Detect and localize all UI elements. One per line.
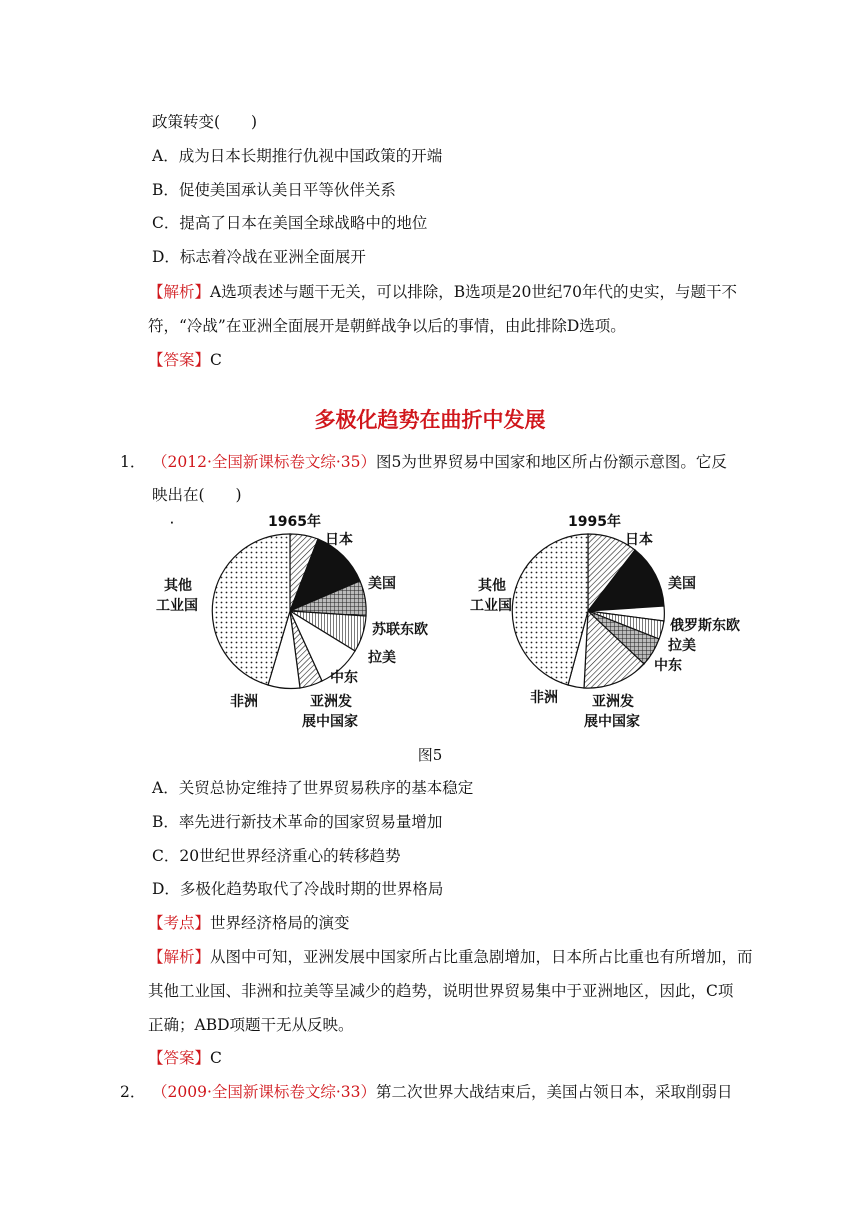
figure-caption: 图5 [417, 746, 443, 764]
q2-source: （2009·全国新课标卷文综·33） [152, 1083, 377, 1101]
option-a: A．成为日本长期推行仇视中国政策的开端 [152, 147, 443, 165]
kaodian-tag: 【考点】 [148, 914, 211, 932]
pie-1965-label-africa: 非洲 [230, 694, 258, 710]
q1-option-c: C．20世纪世界经济重心的转移趋势 [152, 847, 401, 865]
pie-1965-label-asia-1: 亚洲发 [310, 694, 352, 710]
q1-answer-tag: 【答案】 [148, 1049, 211, 1067]
q1-option-d: D．多极化趋势取代了冷战时期的世界格局 [152, 880, 444, 898]
q1-answer-value: C [210, 1049, 222, 1067]
q1-analysis-text-3: 正确；ABD项题干无从反映。 [148, 1016, 354, 1034]
pie-1965 [212, 534, 366, 689]
pie-1995-label-russia: 俄罗斯东欧 [670, 618, 740, 634]
q1-answer [148, 1048, 222, 1068]
answer-value: C [210, 351, 222, 369]
pie-1965-label-other-1: 其他 [164, 578, 192, 594]
q2-stem [152, 1082, 733, 1102]
kaodian-text: 世界经济格局的演变 [210, 914, 350, 932]
pie-1995 [512, 534, 664, 688]
answer [148, 350, 222, 370]
option-b: B．促使美国承认美日平等伙伴关系 [152, 181, 396, 199]
pie-1965-label-japan: 日本 [325, 532, 353, 548]
pie-1995-label-asia-2: 展中国家 [584, 714, 640, 730]
pie-1965-year: 1965年 [268, 514, 321, 530]
q1-analysis-text-1: 从图中可知，亚洲发展中国家所占比重急剧增加，日本所占比重也有所增加，而 [210, 948, 753, 966]
pie-1965-label-asia-2: 展中国家 [302, 714, 358, 730]
option-d: D．标志着冷战在亚洲全面展开 [152, 248, 366, 266]
q1-option-a: A．关贸总协定维持了世界贸易秩序的基本稳定 [152, 779, 474, 797]
q1-analysis-tag: 【解析】 [148, 948, 211, 966]
q1-kaodian [148, 913, 350, 933]
q1-stem-2: 映出在( ) [152, 486, 242, 504]
analysis [148, 282, 737, 302]
pie-1995-label-other-2: 工业国 [470, 598, 512, 614]
pie-1965-label-ussr: 苏联东欧 [372, 622, 428, 638]
pie-1995-label-other-1: 其他 [478, 578, 506, 594]
pie-charts [150, 506, 770, 736]
q1-stem-text: 图5为世界贸易中国家和地区所占份额示意图。它反 [376, 453, 727, 471]
q1-source: （2012·全国新课标卷文综·35） [152, 453, 377, 471]
pie-1965-label-latam: 拉美 [368, 650, 396, 666]
question-stem-end: 政策转变( ) [152, 113, 258, 131]
pie-1965-label-other-2: 工业国 [156, 598, 198, 614]
answer-tag: 【答案】 [148, 351, 211, 369]
stray-dot: · [170, 518, 174, 529]
pie-1995-label-mideast: 中东 [654, 658, 682, 674]
analysis-text-1: A选项表述与题干无关，可以排除，B选项是20世纪70年代的史实，与题干不 [210, 283, 738, 301]
pie-1965-label-mideast: 中东 [330, 670, 358, 686]
pie-1995-label-latam: 拉美 [668, 638, 696, 654]
pie-1965-label-usa: 美国 [368, 576, 396, 592]
analysis-tag: 【解析】 [148, 283, 211, 301]
figure-5 [150, 506, 770, 736]
q1-analysis [148, 947, 753, 967]
q1-stem [152, 452, 727, 472]
q2-stem-text: 第二次世界大战结束后，美国占领日本，采取削弱日 [376, 1083, 733, 1101]
pie-1995-label-africa: 非洲 [530, 690, 558, 706]
q1-number: 1． [120, 453, 146, 471]
q2-number: 2． [120, 1083, 146, 1101]
q1-option-b: B．率先进行新技术革命的国家贸易量增加 [152, 813, 443, 831]
pie-1995-year: 1995年 [568, 514, 621, 530]
pie-1995-label-usa: 美国 [668, 576, 696, 592]
q1-analysis-text-2: 其他工业国、非洲和拉美等呈减少的趋势，说明世界贸易集中于亚洲地区，因此，C项 [148, 982, 734, 1000]
pie-1995-label-japan: 日本 [625, 532, 653, 548]
pie-1995-label-asia-1: 亚洲发 [592, 694, 634, 710]
section-title: 多极化趋势在曲折中发展 [314, 408, 546, 432]
option-c: C．提高了日本在美国全球战略中的地位 [152, 214, 428, 232]
analysis-text-2: 符，“冷战”在亚洲全面展开是朝鲜战争以后的事情，由此排除D选项。 [148, 317, 626, 335]
